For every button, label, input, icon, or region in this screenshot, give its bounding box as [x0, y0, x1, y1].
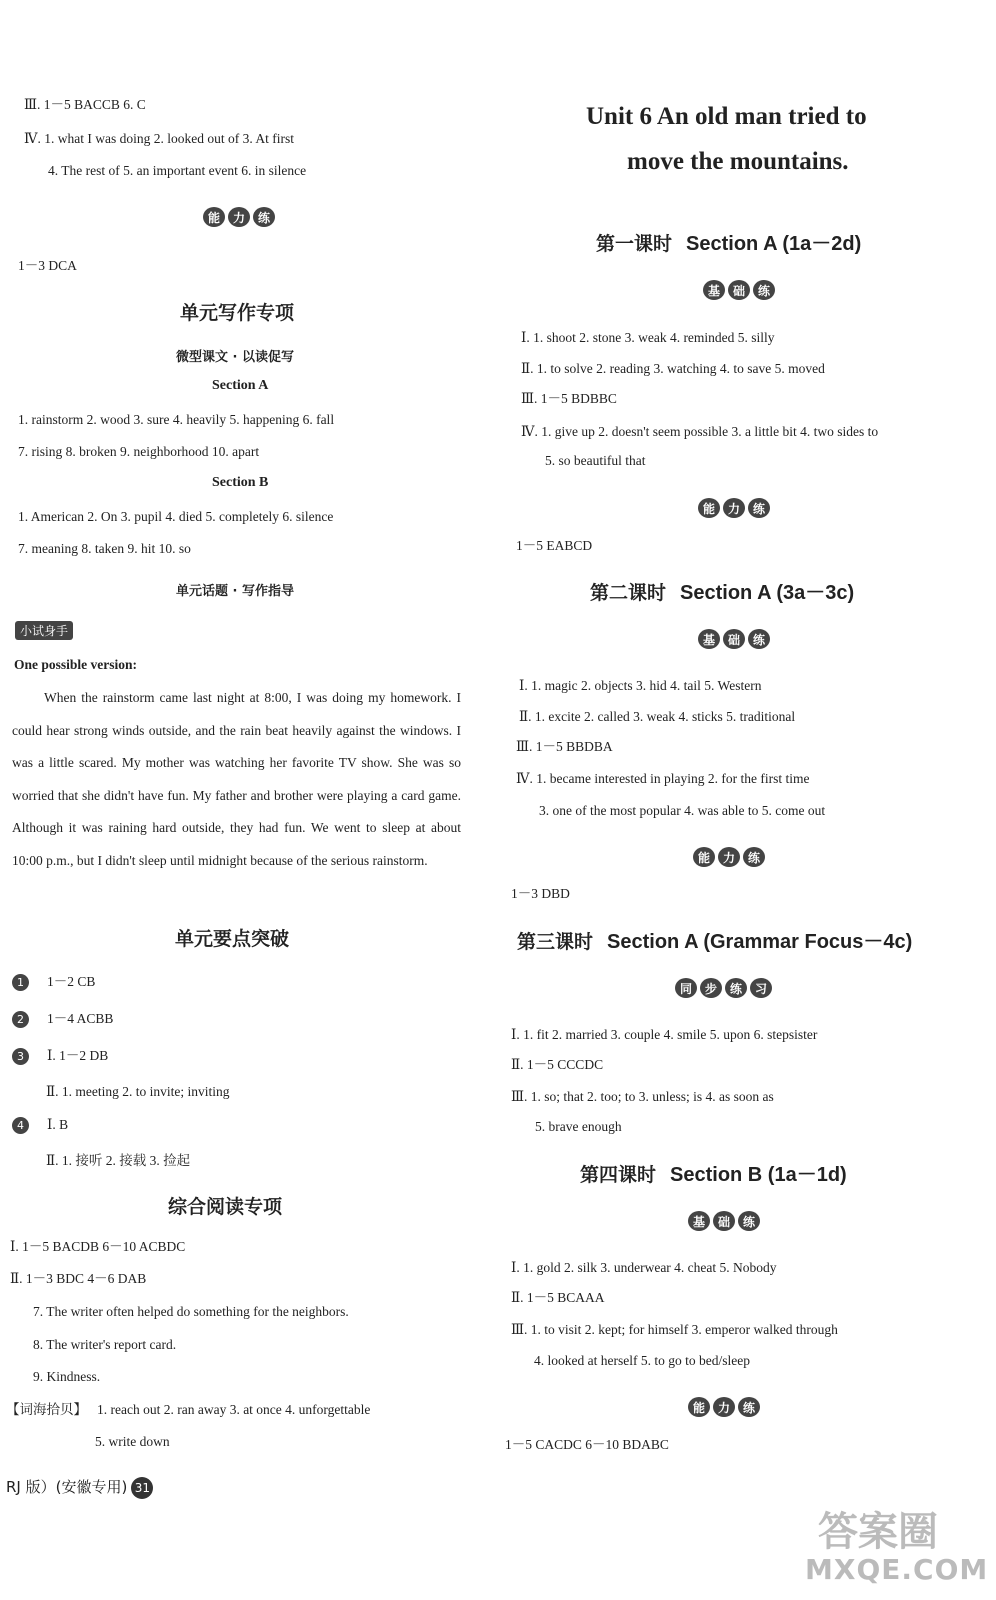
- page-footer: RJ 版）(安徽专用) 31: [6, 1476, 153, 1499]
- vocab-line: 【词海拾贝】 1. reach out 2. ran away 3. at once 4. unforgettable: [6, 1402, 371, 1417]
- answer-line: 5. so beautiful that: [545, 453, 646, 468]
- answer-line: 1－5 CACDC 6－10 BDABC: [505, 1437, 669, 1452]
- answer-line: 3. one of the most popular 4. was able to 5. come out: [539, 803, 826, 818]
- answer-line: 1－3 DBD: [511, 886, 570, 901]
- vocab-line: 5. write down: [95, 1434, 170, 1449]
- answer-line: Ⅲ. 1－5 BDBBC: [521, 391, 617, 406]
- answer-line: Ⅰ. 1－5 BACDB 6－10 ACBDC: [10, 1239, 186, 1254]
- answer-line: Ⅰ. 1. shoot 2. stone 3. weak 4. reminded 5. silly: [521, 330, 775, 345]
- answer-line: Ⅰ. 1. gold 2. silk 3. underwear 4. cheat 5. Nobody: [511, 1260, 777, 1275]
- answer-line: 5. brave enough: [535, 1119, 622, 1134]
- ability-badge: 能 力 练: [693, 847, 765, 867]
- watermark-url: MXQE.COM: [805, 1553, 989, 1586]
- answer-line: 4. The rest of 5. an important event 6. in silence: [48, 163, 307, 178]
- answer-line: Ⅱ. 1－3 BDC 4－6 DAB: [10, 1271, 147, 1286]
- key-item: Ⅱ. 1. 接听 2. 接载 3. 捡起: [46, 1153, 191, 1168]
- section-label: Section A: [212, 378, 269, 393]
- number-circle: 3: [12, 1048, 29, 1065]
- answer-line: 9. Kindness.: [33, 1369, 101, 1384]
- answer-line: 1. American 2. On 3. pupil 4. died 5. completely 6. silence: [18, 509, 334, 524]
- unit-title: Unit 6 An old man tried to: [586, 103, 867, 130]
- answer-line: 4. looked at herself 5. to go to bed/sleep: [534, 1353, 750, 1368]
- answer-line: Ⅱ. 1－5 CCCDC: [511, 1057, 604, 1072]
- section-label: Section B: [212, 475, 269, 490]
- vocab-tag: 【词海拾贝】: [6, 1402, 87, 1417]
- lesson-heading: 第二课时 Section A (3a－3c): [590, 582, 855, 604]
- try-tag: 小试身手: [15, 621, 73, 640]
- number-circle: 2: [12, 1011, 29, 1028]
- answer-line: Ⅳ. 1. what I was doing 2. looked out of 3. At first: [24, 131, 294, 146]
- key-item: 2 1－4 ACBB: [12, 1010, 113, 1028]
- lesson-heading: 第三课时 Section A (Grammar Focus－4c): [517, 931, 913, 953]
- version-label: One possible version:: [14, 657, 138, 672]
- answer-line: Ⅳ. 1. became interested in playing 2. for the first time: [516, 771, 810, 786]
- answer-line: 1. rainstorm 2. wood 3. sure 4. heavily 5. happening 6. fall: [18, 412, 335, 427]
- key-item: 4 Ⅰ. B: [12, 1116, 68, 1134]
- answer-line: 8. The writer's report card.: [33, 1337, 177, 1352]
- section-heading: 综合阅读专项: [168, 1196, 283, 1218]
- key-item: 3 Ⅰ. 1－2 DB: [12, 1047, 108, 1065]
- answer-line: Ⅳ. 1. give up 2. doesn't seem possible 3. a little bit 4. two sides to: [521, 424, 879, 439]
- lesson-heading: 第四课时 Section B (1a－1d): [580, 1164, 847, 1186]
- basic-badge: 基 础 练: [703, 280, 775, 300]
- answer-line: Ⅱ. 1－5 BCAAA: [511, 1290, 605, 1305]
- answer-line: Ⅲ. 1－5 BBDBA: [516, 739, 613, 754]
- section-heading: 单元写作专项: [180, 302, 295, 324]
- answer-line: 7. The writer often helped do something for the neighbors.: [33, 1304, 349, 1319]
- key-item: Ⅱ. 1. meeting 2. to invite; inviting: [46, 1084, 230, 1099]
- essay-paragraph: When the rainstorm came last night at 8:00, I was doing my homework. I could hear strong winds outside, and the rain beat heavily against the windows. I was a little scared. My mother was watching her favorite TV show. She was so worried that she didn't have fun. My father and brother were playing a card game. Although it was raining hard outside, they had fun. We went to sleep at about 10:00 p.m., but I didn't sleep until midnight because of the serious rainstorm.: [12, 690, 461, 868]
- key-item: 1 1－2 CB: [12, 973, 95, 991]
- basic-badge: 基 础 练: [688, 1211, 760, 1231]
- answer-line: Ⅲ. 1－5 BACCB 6. C: [24, 97, 146, 112]
- watermark-logo: 答案圈: [818, 1509, 938, 1555]
- sync-badge: 同 步 练 习: [675, 978, 772, 998]
- lesson-heading: 第一课时 Section A (1a－2d): [596, 233, 862, 255]
- page-number: 31: [131, 1477, 153, 1499]
- answer-line: Ⅱ. 1. to solve 2. reading 3. watching 4. to save 5. moved: [521, 361, 825, 376]
- answer-line: 7. rising 8. broken 9. neighborhood 10. apart: [18, 444, 260, 459]
- answer-line: Ⅰ. 1. fit 2. married 3. couple 4. smile 5. upon 6. stepsister: [511, 1027, 818, 1042]
- number-circle: 1: [12, 974, 29, 991]
- sub-heading: 微型课文 · 以读促写: [176, 350, 294, 365]
- section-heading: 单元要点突破: [175, 928, 290, 950]
- answer-line: Ⅲ. 1. so; that 2. too; to 3. unless; is 4. as soon as: [511, 1089, 774, 1104]
- number-circle: 4: [12, 1117, 29, 1134]
- ability-badge: 能 力 练: [688, 1397, 760, 1417]
- answer-line: 1－3 DCA: [18, 258, 77, 273]
- ability-badge: 能 力 练: [698, 498, 770, 518]
- basic-badge: 基 础 练: [698, 629, 770, 649]
- answer-line: Ⅱ. 1. excite 2. called 3. weak 4. sticks 5. traditional: [519, 709, 796, 724]
- answer-line: 1－5 EABCD: [516, 538, 593, 553]
- unit-title: move the mountains.: [627, 148, 849, 175]
- answer-line: Ⅰ. 1. magic 2. objects 3. hid 4. tail 5. Western: [519, 678, 762, 693]
- answer-line: 7. meaning 8. taken 9. hit 10. so: [18, 541, 191, 556]
- ability-badge: 能 力 练: [203, 207, 275, 227]
- answer-line: Ⅲ. 1. to visit 2. kept; for himself 3. emperor walked through: [511, 1322, 838, 1337]
- sub-heading: 单元话题 · 写作指导: [176, 584, 294, 599]
